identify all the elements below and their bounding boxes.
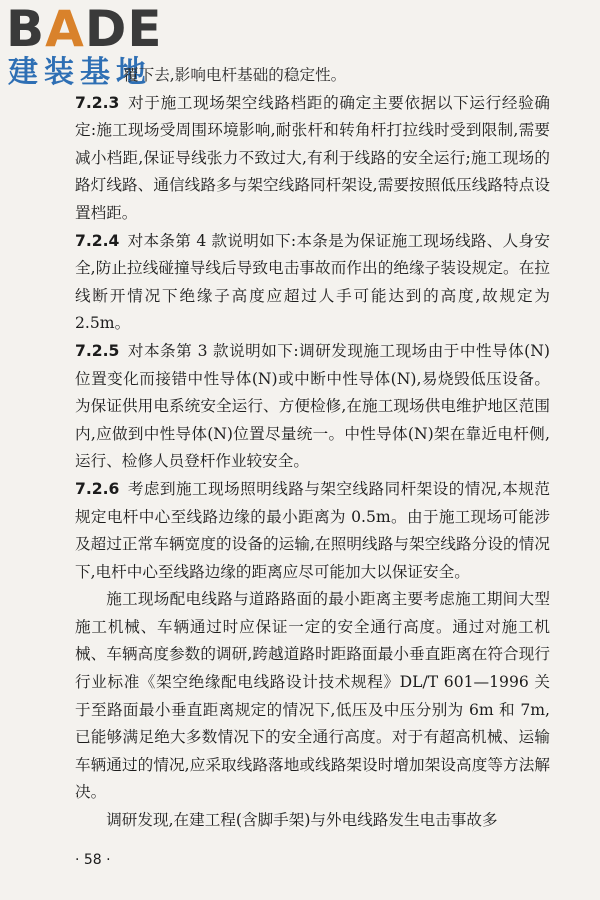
clause-text: 对于施工现场架空线路档距的确定主要依据以下运行经验确定:施工现场受周围环境影响,耐张杆和转角杆打拉线时受到限制,需要减小档距,保证导线张力不致过大,有利于线路的安全运行;施工现场的路灯线路、通信线路多与架空线路同杆架设,需要按照低压线路特点设置档距。: [75, 93, 550, 222]
logo-wordmark: [6, 0, 163, 58]
clause-text: 对本条第 3 款说明如下:调研发现施工现场由于中性导体(N)位置变化而接错中性导体(N)或中断中性导体(N),易烧毁低压设备。为保证供用电系统安全运行、方便检修,在施工现场供电维护地区范围内,应做到中性导体(N)位置尽量统一。中性导体(N)架在靠近电杆侧,运行、检修人员登杆作业较安全。: [75, 341, 550, 471]
clause-text: 考虑到施工现场照明线路与架空线路同杆架设的情况,本规范规定电杆中心至线路边缘的最小距离为 0.5m。由于施工现场可能涉及超过正常车辆宽度的设备的运输,在照明线路与架空线路分设的情况下,电杆中心至线路边缘的距离应尽可能加大以保证安全。: [75, 479, 550, 581]
continued-text: 覆下去,影响电杆基础的稳定性。: [123, 66, 347, 84]
clause-number: 7.2.5: [75, 341, 120, 360]
clause-7-2-3: [75, 90, 550, 228]
logo-letter-de: DE: [84, 0, 163, 58]
clause-7-2-4: [75, 228, 550, 338]
page-number: · 58 ·: [75, 852, 111, 868]
clause-text: 对本条第 4 款说明如下:本条是为保证施工现场线路、人身安全,防止拉线碰撞导线后导致电击事故而作出的绝缘子装设规定。在拉线断开情况下绝缘子高度应超过人手可能达到的高度,故规定为 2.5m。: [75, 231, 550, 333]
logo-letter-b: B: [6, 0, 46, 58]
logo-chinese: 建装基地: [8, 55, 152, 90]
paragraph: 施工现场配电线路与道路路面的最小距离主要考虑施工期间大型施工机械、车辆通过时应保证一定的安全通行高度。通过对施工机械、车辆高度参数的调研,跨越道路时距路面最小垂直距离在符合现行行业标准《架空绝缘配电线路设计技术规程》DL/T 601—1996 关于至路面最小垂直距离规定的情况下,低压及中压分别为 6m 和 7m,已能够满足绝大多数情况下的安全通行高度。对于有超高机械、运输车辆通过的情况,应采取线路落地或线路架设时增加架设高度等方法解决。: [75, 590, 550, 802]
logo-letter-a: A: [45, 0, 85, 58]
clause-number: 7.2.3: [75, 93, 120, 112]
page-body: [75, 62, 550, 835]
clause-number: 7.2.6: [75, 479, 120, 498]
clause-number: 7.2.4: [75, 231, 120, 250]
clause-7-2-6: [75, 476, 550, 586]
paragraph: 调研发现,在建工程(含脚手架)与外电线路发生电击事故多: [106, 811, 498, 830]
clause-7-2-5: [75, 338, 550, 476]
